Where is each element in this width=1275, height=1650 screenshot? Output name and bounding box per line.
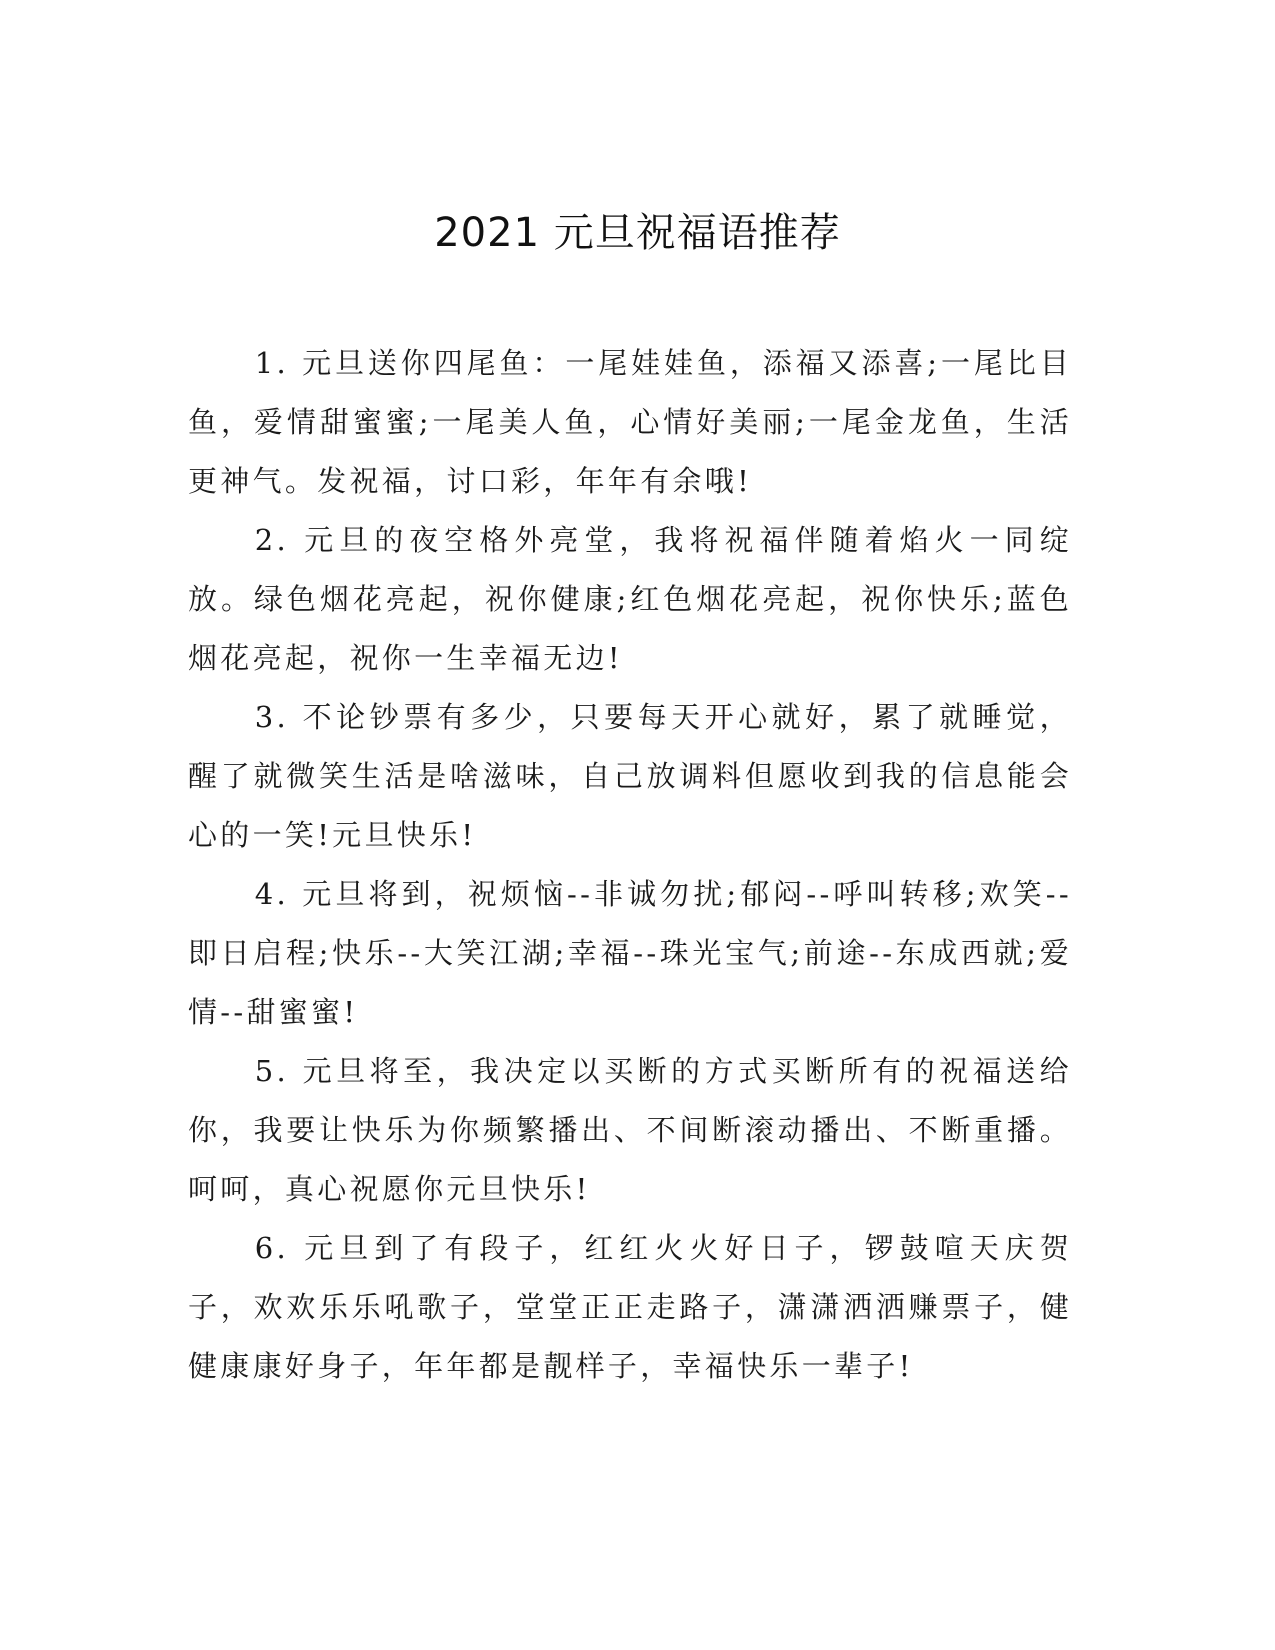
document-body <box>188 334 1072 1396</box>
paragraph-5: 5. 元旦将至，我决定以买断的方式买断所有的祝福送给你，我要让快乐为你频繁播出、不间断滚动播出、不断重播。呵呵，真心祝愿你元旦快乐! <box>188 1054 1072 1206</box>
document-title: 2021 元旦祝福语推荐 <box>434 210 841 256</box>
paragraph-4: 4. 元旦将到，祝烦恼--非诚勿扰;郁闷--呼叫转移;欢笑--即日启程;快乐--大笑江湖;幸福--珠光宝气;前途--东成西就;爱情--甜蜜蜜! <box>188 877 1072 1029</box>
paragraph-6: 6. 元旦到了有段子，红红火火好日子，锣鼓喧天庆贺子，欢欢乐乐吼歌子，堂堂正正走路子，潇潇洒洒赚票子，健健康康好身子，年年都是靓样子，幸福快乐一辈子! <box>188 1231 1072 1383</box>
paragraph-2: 2. 元旦的夜空格外亮堂，我将祝福伴随着焰火一同绽放。绿色烟花亮起，祝你健康;红色烟花亮起，祝你快乐;蓝色烟花亮起，祝你一生幸福无边! <box>188 523 1072 675</box>
paragraph-3: 3. 不论钞票有多少，只要每天开心就好，累了就睡觉，醒了就微笑生活是啥滋味，自己放调料但愿收到我的信息能会心的一笑!元旦快乐! <box>188 700 1072 852</box>
paragraph-1: 1. 元旦送你四尾鱼：一尾娃娃鱼，添福又添喜;一尾比目鱼，爱情甜蜜蜜;一尾美人鱼，心情好美丽;一尾金龙鱼，生活更神气。发祝福，讨口彩，年年有余哦! <box>188 346 1072 498</box>
